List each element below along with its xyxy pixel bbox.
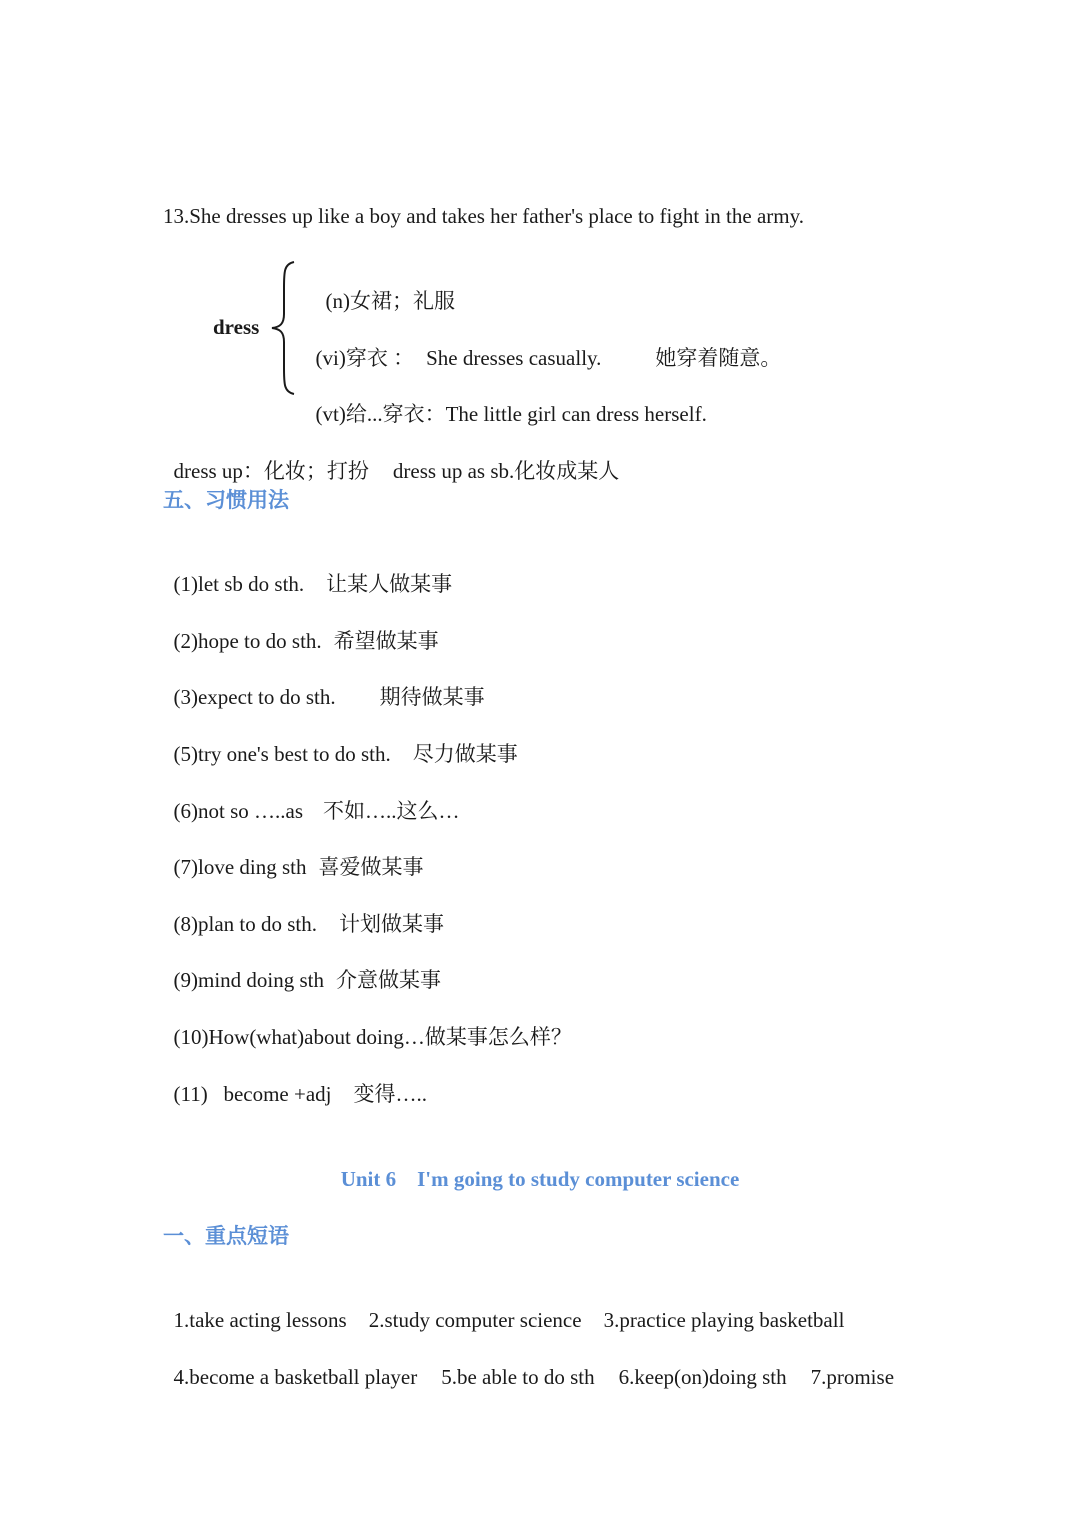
usage-en: (9)mind doing sth — [173, 968, 324, 992]
usage-zh: 期待做某事 — [379, 685, 485, 709]
usage-en: (11) become +adj — [173, 1082, 332, 1106]
usage-item — [163, 882, 444, 938]
usage-en: (10)How(what)about doing… — [173, 1025, 425, 1049]
phrases-line-1 — [163, 1278, 844, 1334]
usage-zh: 做某事怎么样？ — [424, 1025, 572, 1049]
usage-zh: 希望做某事 — [333, 629, 439, 653]
phrase-item: 1.take acting lessons — [173, 1308, 347, 1332]
sense-label: (vi)穿衣 ： — [315, 346, 415, 370]
usage-zh: 让某人做某事 — [326, 572, 453, 596]
phrase-item: 5.be able to do sth — [441, 1365, 595, 1389]
sense-translation: 她穿着随意。 — [655, 346, 782, 370]
usage-item — [163, 1052, 427, 1108]
usage-zh: 尽力做某事 — [412, 742, 518, 766]
usage-en: (8)plan to do sth. — [173, 912, 317, 936]
phrase-item: 3.practice playing basketball — [603, 1308, 845, 1332]
phrase-item: 2.study computer science — [368, 1308, 582, 1332]
dress-up-line — [163, 429, 619, 485]
dress-up-meaning: dress up：化妆；打扮 — [173, 459, 369, 483]
usage-zh: 不如…..这么… — [323, 799, 460, 823]
sense-label: (n)女裙；礼服 — [325, 289, 455, 313]
usage-zh: 变得….. — [353, 1082, 428, 1106]
usage-item — [163, 825, 423, 881]
usage-en: (1)let sb do sth. — [173, 572, 305, 596]
sense-label: (vt)给...穿衣： — [315, 402, 446, 426]
usage-zh: 喜爱做某事 — [318, 855, 424, 879]
usage-item — [163, 655, 485, 711]
dress-sense-vt — [305, 372, 707, 428]
phrase-item: 7.promise — [810, 1365, 895, 1389]
dress-sense-vi — [305, 316, 781, 372]
section-heading-key-phrases: 一、重点短语 — [163, 1224, 289, 1248]
sentence-13: 13.She dresses up like a boy and takes her father's place to fight in the army. — [163, 204, 804, 228]
unit-6-title: Unit 6 I'm going to study computer science — [340, 1167, 740, 1191]
phrase-item: 4.become a basketball player — [173, 1365, 418, 1389]
section-heading-usage: 五、习惯用法 — [163, 488, 289, 512]
usage-en: (2)hope to do sth. — [173, 629, 322, 653]
usage-en: (5)try one's best to do sth. — [173, 742, 391, 766]
usage-item — [163, 599, 439, 655]
usage-item — [163, 938, 441, 994]
phrase-item: 6.keep(on)doing sth — [618, 1365, 787, 1389]
usage-en: (3)expect to do sth. — [173, 685, 336, 709]
usage-zh: 介意做某事 — [336, 968, 441, 992]
phrases-line-2 — [163, 1335, 894, 1391]
dress-sense-noun — [315, 259, 455, 315]
sense-example: She dresses casually. — [426, 346, 602, 370]
usage-item — [163, 542, 452, 598]
dress-headword: dress — [213, 315, 260, 339]
usage-zh: 计划做某事 — [338, 912, 444, 936]
dress-up-as-meaning: dress up as sb.化妆成某人 — [392, 459, 620, 483]
usage-en: (6)not so …..as — [173, 799, 303, 823]
usage-item — [163, 712, 518, 768]
usage-item — [163, 995, 572, 1051]
usage-item — [163, 769, 460, 825]
usage-en: (7)love ding sth — [173, 855, 307, 879]
sense-example: The little girl can dress herself. — [445, 402, 707, 426]
curly-brace-icon — [268, 258, 302, 398]
